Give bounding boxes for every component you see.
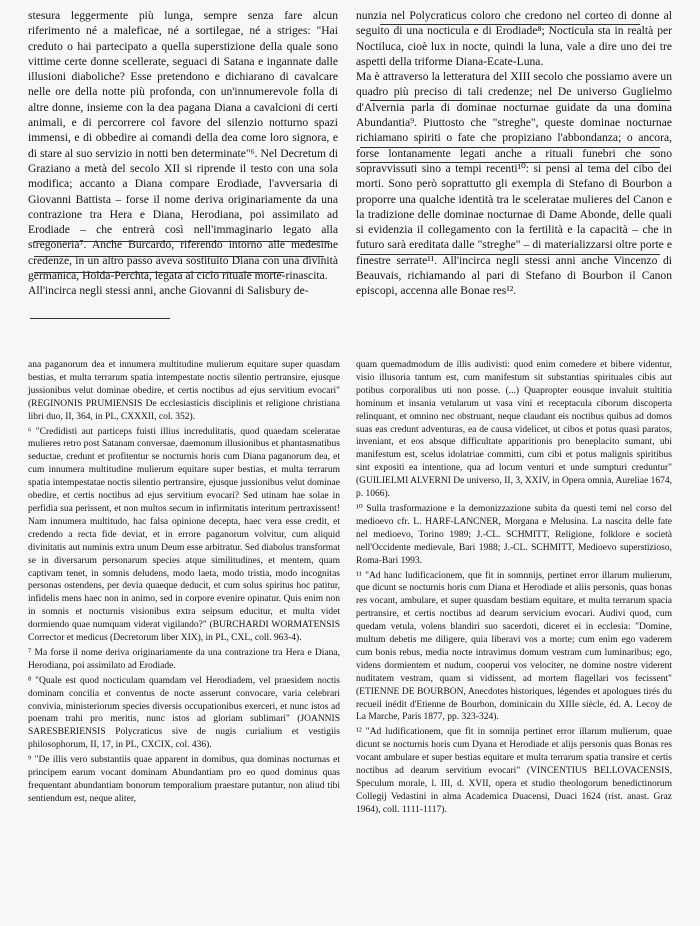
pen-underline xyxy=(34,272,284,273)
main-text-right-column xyxy=(356,8,672,299)
main-paragraph: Ma è attraverso la letteratura del XIII secolo che possiamo avere un quadro più preciso di tali credenze; nel De universo Guglielmo d'Alvernia parla di dominae nocturnae guidate da una domina Abundantia⁹. Piuttosto che "streghe", queste dominae nocturnae richiamano spiriti o fate che propiziano l'abbondanza; o ancora, forse lontanamente legati anche a rituali funebri che sono sopravvissuti sino a tempi recenti¹⁰: si pensi al tema del cibo dei morti. Sono però soprattutto gli exempla di Stefano di Bourbon a proporre una qualche identità tra le sceleratae mulieres del Canon e la tradizione delle dominae nocturnae di Dame Abonde, delle quali si evidenzia il collegamento con la fertilità e la capacità – che in futuro sarà ereditata dalle "streghe" – di materializzarsi oltre porte e finestre serrate¹¹. All'incirca negli stessi anni anche Vincenzo di Beauvais, richiamando al pari di Stefano di Bourbon il Canon episcopi, accenna alle Bonae res¹². xyxy=(356,70,672,298)
footnote: quam quemadmodum de illis audivisti: quod enim comedere et bibere videntur, visio illusoria tantum est, cum manifestum sit substantias spirituales cibis aut potibus corporalibus uti non posse. (...) Quapropter eousque invaluit stultitia hominum et insania vetularum ut vasa vini et receptacula ciborum discoperta relinquant, et omnino nec obstruant, neque claudant eis noctibus quibus ad domos suas eas credunt adventuras, ea de causa videlicet, ut cibos et potus quasi paratos, inveniant, et eos absque difficultate apparitionis pro beneplacito sumant, ubi manifestum est, scelus idolatriae committi, cum cibi et potus malignis spiritibus sint expositi ea intentione, qua ad locum venturi et unde sumpturi creduntur" (GUILIELMI ALVERNI De universo, II, 3, XXIV, in Opera omnia, Aureliae 1674, p. 1066). xyxy=(356,360,672,500)
pen-underline xyxy=(370,100,670,101)
pen-underline xyxy=(360,254,660,255)
footnote: ⁷ Ma forse il nome deriva originariamente da una contrazione tra Hera e Diana, Herodiana, poi assimilato ad Erodiade. xyxy=(28,647,340,671)
footnote: ¹¹ "Ad hanc ludificacionem, que fit in somnnijs, pertinet error illarum mulierum, que dicunt se nocturnis horis cum Diana et Herodiade et aliis personis, quas bonas res vocant, ambulare, et super quasdam bestiam equitare, et multa terrarum spacia pertransire, et certis noctibus ad dearum servicium evocari. Audivi quod, cum quedam vetula, volens blandiri suo sacerdoti, diceret ei in ecclesia: "Domine, multum debetis me diligere, quia liberavi vos a morte; cum enim ego vaderem cum bonis rebus, media nocte intravimus domum vestram cum luminaribus; ego, videns dormientem et nudum, cooperui vos velociter, ne domine nostre viderent nuditatem vestram, quam si vidissent, ad mortem flagellari vos fecissent" (ETIENNE DE BOURBON, Anecdotes historiques, légendes et apologues tirés du recueil inédit d'Etienne de Bourbon, dominicain du XIIIe siècle, éd. A. Lecoy de La Marche, Paris 1877, pp. 323-324). xyxy=(356,570,672,723)
footnotes-left-column xyxy=(28,357,340,806)
pen-underline xyxy=(34,256,324,257)
footnote: ⁸ "Quale est quod nocticulam quamdam vel Herodiadem, vel praesidem noctis dominam concilia et conventus de nocte asserunt convocare, varia celebrari convivia, ministeriorum species diversis occupationibus exerceri, et nunc istos ad poenam trahi pro meritis, nunc istos ad gloriam sublimari" (JOANNIS SARESBERIENSIS Polycraticus sive de nugis curialium et vestigiis philosophorum, II, 17, in PL, CXCIX, col. 436). xyxy=(28,675,340,751)
footnotes-right-column xyxy=(356,357,672,817)
footnote: ¹⁰ Sulla trasformazione e la demonizzazione subita da questi temi nel corso del medioevo cfr. L. HARF-LANCNER, Morgana e Melusina. La nascita delle fate nel medioevo, Torino 1989; J.-CL. SCHMITT, Religione, folklore e società nell'Occidente medievale, Bari 1988; J.-CL. SCHMITT, Medioevo superstizioso, Roma-Bari 1993. xyxy=(356,503,672,566)
footnote: ⁶ "Credidisti aut particeps fuisti illius incredulitatis, quod quaedam sceleratae mulieres retro post Satanam conversae, daemonum illusionibus et phantasmatibus seductae, credunt et profitentur se nocturnis horis cum Diana paganorum dea, et cum innumera multitudine mulierum equitare super bestias, et multa terrarum spatia intempestatae noctis silentio pertransire, ejusque jussionibus velut dominae obedire, et certis noctibus ad ejus servitium evocari? Sed utinam hae solae in perfidia sua perissent, et non multos secum in infirmitatis interitum pertraxissent! Nam innumera multitudo, hac falsa opinione decepta, haec vera esse credit, et credendo a recta fide deviat, et in errore paganorum volvitur, cum aliquid divinitatis aut numinis extra unum Deum esse arbitratur. Sed diabolus transformat se in diversarum personarum species atque similitudines, et mentem, quam captivam tenet, in somnis deludens, modo laeta, modo tristia, modo incognitas personas ostendens, per devia quaeque deducit, et cum solus spiritus hoc patitur, infidelis mens haec non in animo, sed in corpore evenire opinatur. Quis enim non in somnis et nocturnis visionibus extra seipsum educitur, et multa videt dormiendo quae numquam viderat vigilando?" (BURCHARDI WORMATENSIS Corrector et medicus (Decretorum liber XIX), in PL, CXL, coll. 963-4). xyxy=(28,426,340,644)
main-paragraph-last-line: All'incirca negli stessi anni, anche Giovanni di Salisbury de- xyxy=(28,284,309,298)
main-paragraph: nunzia nel Polycraticus coloro che credono nel corteo di donne al seguito di una nocticula e di Erodiade⁸; Nocticula sta in realtà per Noctiluca, cioè lux in nocte, quindi la luna, vale a dire uno dei tre aspetti della triforme Diana-Ecate-Luna. xyxy=(356,9,672,68)
pen-underline xyxy=(30,318,170,319)
pen-underline xyxy=(360,162,660,163)
main-paragraph: stesura leggermente più lunga, sempre senza fare alcun riferimento né a maleficae, né a sortilegae, né a striges: "Hai creduto o hai partecipato a quella superstizione della quale sono vittime certe donne scellerate, seguaci di Satana e ingannate dalle illusioni diaboliche? Esse pretendono e dichiarano di cavalcare nelle ore della notte più profonda, con un'innumerevole folla di altre donne, insieme con la dea pagana Diana a cavalcioni di certi animali, e di percorrere col favore del silenzio notturno spazi immensi, e di obbedire ai comandi della dea come loro signora, e di stare al suo servizio in notti ben determinate"⁶. Nel Decretum di Graziano a metà del secolo XII si riprende il testo con una sola modifica; accanto a Diana compare Erodiade, l'avversaria di Giovanni Battista – forse il nome deriva originariamente da una contrazione tra Hera e Diana, Herodiana, poi assimilato ad Erodiade – che entrerà così nell'immaginario legato alla stregoneria⁷. Anche Burcardo, riferendo intorno alle medesime credenze, in un altro passo aveva sostituito Diana con una divinità germanica, Holda-Perchta, legata al ciclo rituale morte-rinascita. xyxy=(28,9,338,283)
footnote: ¹² "Ad ludificationem, que fit in somnija pertinet error illarum mulierum, quae dicunt se nocturnis horis cum Dyana et Herodiade et alijs personis quas Bonas res vocant ambulare et super bestias equitare et multa terrarum spatia transire et certis noctibus ad dearum servitium evocari" (VINCENTIUS BELLOVACENSIS, Speculum morale, l. III, d. XVII, opera et studio theologorum benedictinorum Collegij Vedastini in alma Academica Duacensi, Duaci 1624 (rist. anast. Graz 1964), coll. 1111-1117). xyxy=(356,727,672,815)
footnote: ana paganorum dea et innumera multitudine mulierum equitare super quasdam bestias, et multa terrarum spatia intempestate noctis silentio pertransire, ejusque jussionibus velut dominae obedire, et certis noctibus ad ejus servitium evocari" (REGINONIS PRUMIENSIS De ecclesiasticis disciplinis et religione christiana libri duo, II, 364, in PL, CXXXII, col. 352). xyxy=(28,360,340,422)
pen-underline xyxy=(360,147,660,148)
pen-underline xyxy=(380,24,640,25)
footnote: ⁹ "De illis vero substantiis quae apparent in domibus, qua dominas nocturnas et principem earum vocant dominam Abundantiam pro eo quod dominus quas frequentant abundantiam bonorum temporalium praestare putantur, non aliud tibi sentiendum est, neque aliter, xyxy=(28,755,340,804)
pen-underline xyxy=(34,241,330,242)
